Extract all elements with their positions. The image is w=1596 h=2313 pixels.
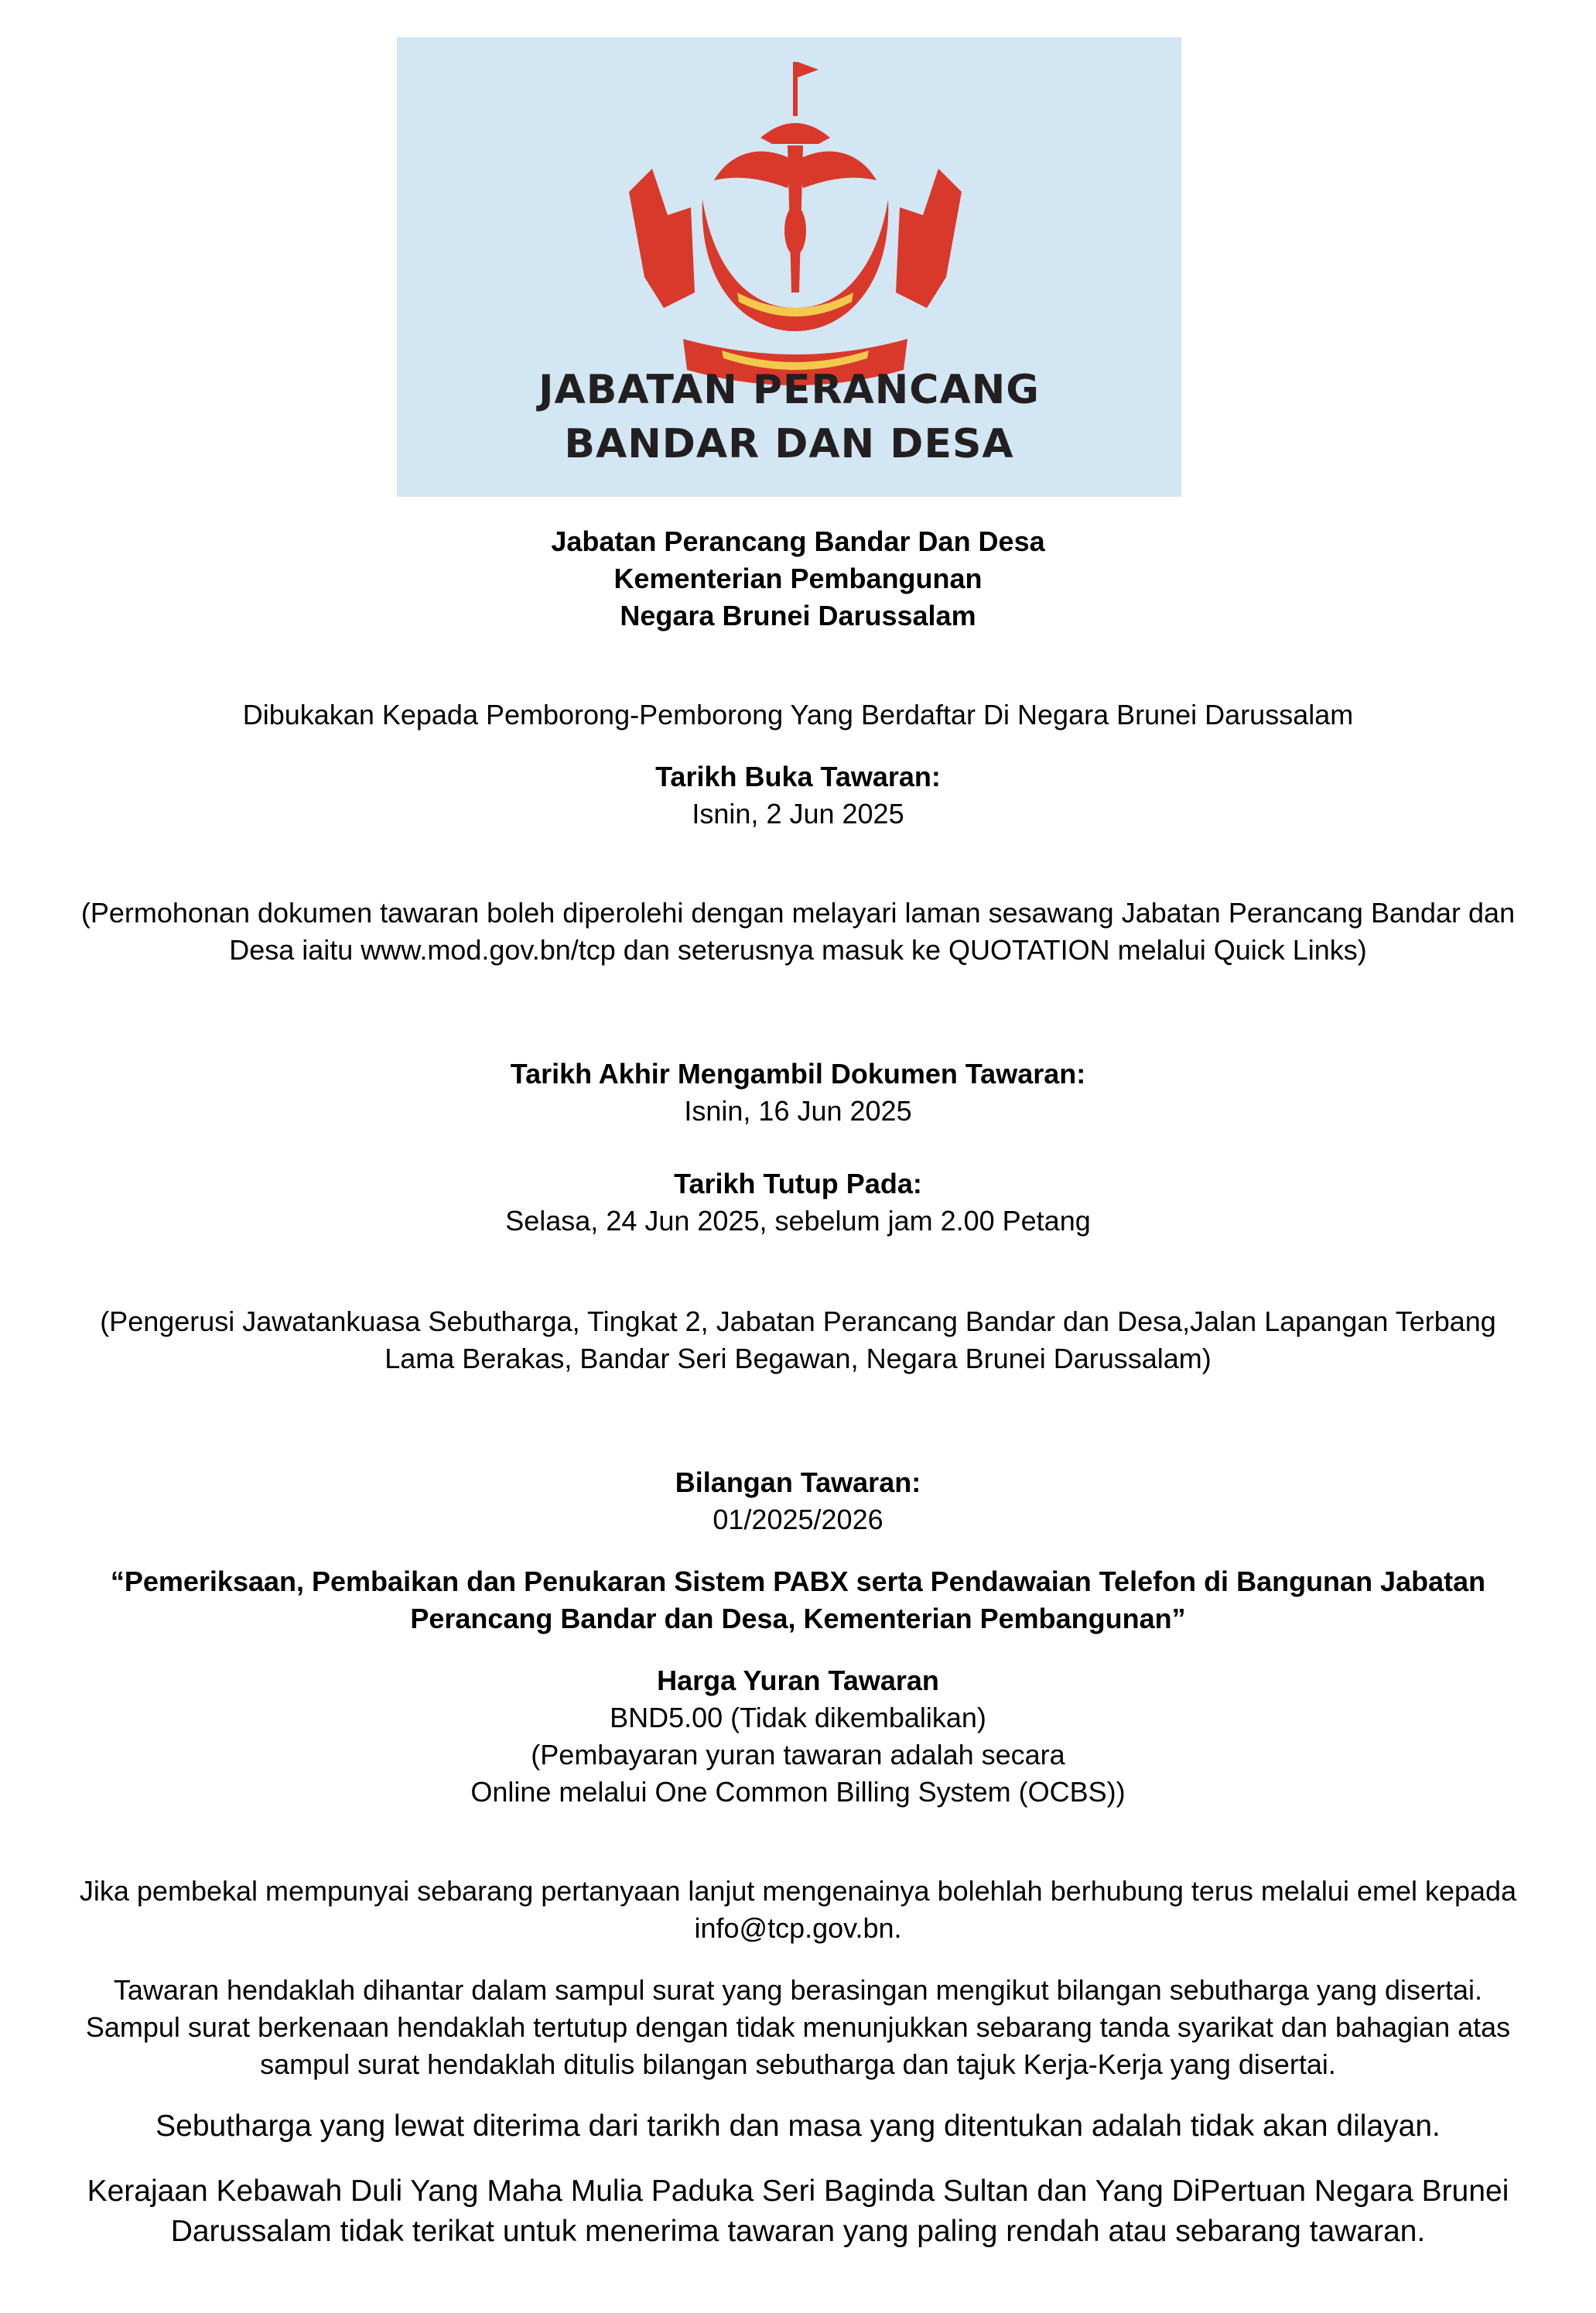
fee-label: Harga Yuran Tawaran — [657, 1665, 939, 1696]
fee-note-line2: Online melalui One Common Billing System (OCBS)) — [470, 1776, 1126, 1808]
inquiry-line1: Jika pembekal mempunyai sebarang pertanyaan lanjut mengenainya bolehlah berhubung terus melalui emel kepada — [79, 1875, 1517, 1907]
envelope-line1: Tawaran hendaklah dihantar dalam sampul surat yang berasingan mengikut bilangan sebutharga yang disertai. — [113, 1974, 1483, 2006]
document-note-line2: Desa iaitu www.mod.gov.bn/tcp dan seterusnya masuk ke QUOTATION melalui Quick Links) — [229, 934, 1367, 966]
department-name: Jabatan Perancang Bandar Dan Desa — [551, 525, 1045, 557]
envelope-line3: sampul surat hendaklah ditulis bilangan sebutharga dan tajuk Kerja-Kerja yang disertai. — [260, 2048, 1336, 2080]
address-line1: (Pengerusi Jawatankuasa Sebutharga, Tingkat 2, Jabatan Perancang Bandar dan Desa,Jalan Lapangan Terbang — [100, 1305, 1496, 1337]
tender-number-value: 01/2025/2026 — [713, 1504, 883, 1535]
inquiry-email: info@tcp.gov.bn. — [694, 1912, 902, 1944]
intro-text: Dibukakan Kepada Pemborong-Pemborong Yang Berdaftar Di Negara Brunei Darussalam — [242, 699, 1354, 731]
disclaimer-line2: Darussalam tidak terikat untuk menerima tawaran yang paling rendah atau sebarang tawaran. — [170, 2215, 1426, 2248]
logo-title-line1: JABATAN PERANCANG — [538, 367, 1040, 413]
ministry-name: Kementerian Pembangunan — [613, 563, 983, 594]
disclaimer-line1: Kerajaan Kebawah Duli Yang Maha Mulia Paduka Seri Baginda Sultan dan Yang DiPertuan Negara Brunei — [87, 2174, 1509, 2208]
fee-note-line1: (Pembayaran yuran tawaran adalah secara — [531, 1739, 1065, 1771]
address-line2: Lama Berakas, Bandar Seri Begawan, Negara Brunei Darussalam) — [384, 1343, 1212, 1374]
right-hand — [896, 169, 962, 308]
last-collect-value: Isnin, 16 Jun 2025 — [684, 1095, 912, 1127]
department-logo — [397, 37, 1181, 497]
closing-date-label: Tarikh Tutup Pada: — [674, 1168, 922, 1199]
right-wing — [795, 152, 877, 188]
last-collect-label: Tarikh Akhir Mengambil Dokumen Tawaran: — [510, 1058, 1086, 1090]
envelope-line2: Sampul surat berkenaan hendaklah tertutup dengan tidak menunjukkan sebarang tanda syarikat dan bahagian atas — [85, 2011, 1511, 2043]
staff-knot — [784, 206, 806, 255]
country-name: Negara Brunei Darussalam — [620, 600, 976, 631]
project-title-line1: “Pemeriksaan, Pembaikan dan Penukaran Sistem PABX serta Pendawaian Telefon di Bangunan Jabatan — [110, 1565, 1486, 1597]
fee-amount: BND5.00 (Tidak dikembalikan) — [610, 1702, 986, 1733]
left-wing — [714, 152, 795, 188]
flag — [798, 62, 819, 77]
open-date-value: Isnin, 2 Jun 2025 — [692, 798, 904, 830]
document-note-line1: (Permohonan dokumen tawaran boleh diperolehi dengan melayari laman sesawang Jabatan Perancang Bandar dan — [80, 897, 1516, 929]
project-title-line2: Perancang Bandar dan Desa, Kementerian Pembangunan” — [410, 1603, 1186, 1634]
left-hand — [629, 169, 695, 308]
umbrella — [760, 123, 830, 144]
tender-number-label: Bilangan Tawaran: — [675, 1466, 921, 1498]
flag-pole — [793, 62, 798, 116]
open-date-label: Tarikh Buka Tawaran: — [655, 761, 941, 792]
closing-date-value: Selasa, 24 Jun 2025, sebelum jam 2.00 Petang — [505, 1205, 1091, 1237]
logo-title-line2: BANDAR DAN DESA — [564, 421, 1014, 467]
late-notice: Sebutharga yang lewat diterima dari tarikh dan masa yang ditentukan adalah tidak akan dilayan. — [155, 2109, 1441, 2143]
